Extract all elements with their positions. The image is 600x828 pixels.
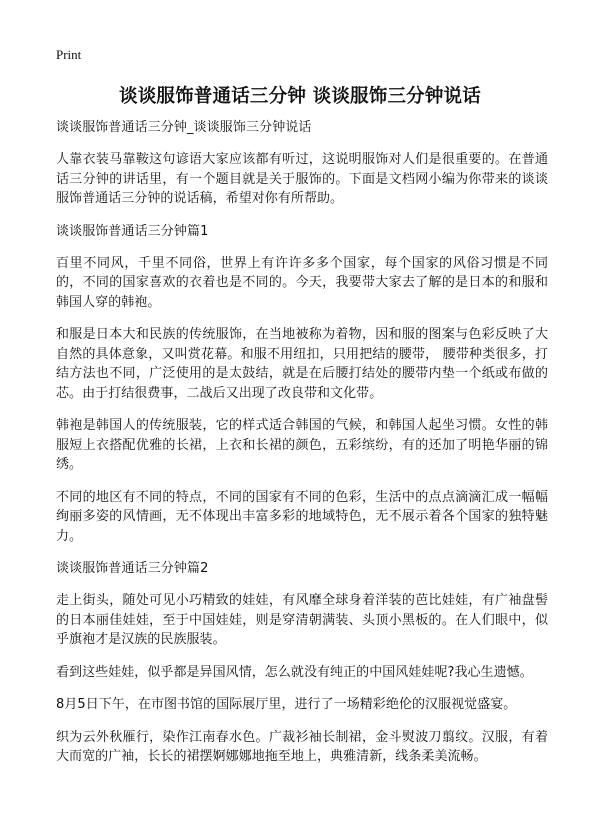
page-title: 谈谈服饰普通话三分钟 谈谈服饰三分钟说话 — [119, 86, 481, 107]
section-1-heading: 谈谈服饰普通话三分钟篇1 — [56, 223, 209, 239]
intro-paragraph: 人靠衣装马靠鞍这句谚语大家应该都有听过，这说明服饰对人们是很重要的。在普通话三分钟的讲话里，有一个题目就是关于服饰的。下面是文档网小编为你带来的谈谈服饰普通话三分钟的说话稿，希望对你有所帮助。 — [56, 152, 548, 206]
section-1-paragraph: 韩袍是韩国人的传统服装，它的样式适合韩国的气候，和韩国人起坐习惯。女性的韩服短上衣搭配优雅的长裙，上衣和长裙的颜色，五彩缤纷，有的还加了明艳华丽的锦绣。 — [56, 418, 548, 472]
section-2-paragraph: 走上街头，随处可见小巧精致的娃娃，有风靡全球身着洋装的芭比娃娃，有广袖盘髻的日本丽佳娃娃，至于中国娃娃，则是穿清朝满装、头顶小黑板的。在人们眼中，似乎旗袍才是汉族的民族服装。 — [56, 593, 548, 647]
section-2-paragraph: 织为云外秋雁行，染作江南春水色。广裁衫袖长制裙，金斗熨波刀翦纹。汉服，有着大而宽的广袖，长长的裙摆婀娜娜地拖至地上，典雅清新，线条柔美流畅。 — [56, 729, 548, 764]
print-link[interactable]: Print — [56, 47, 82, 62]
section-1-paragraph: 百里不同风，千里不同俗，世界上有许许多多个国家，每个国家的风俗习惯是不同的，不同的国家喜欢的衣着也是不同的。今天，我要带大家去了解的是日本的和服和韩国人穿的韩袍。 — [56, 255, 548, 310]
section-1-paragraph: 不同的地区有不同的特点，不同的国家有不同的色彩，生活中的点点滴滴汇成一幅幅绚丽多姿的风情画，无不体现出丰富多彩的地域特色，无不展示着各个国家的独特魅力。 — [56, 489, 548, 544]
section-2-heading: 谈谈服饰普通话三分钟篇2 — [56, 561, 209, 576]
section-2-paragraph: 看到这些娃娃，似乎都是异国风情，怎么就没有纯正的中国风娃娃呢?我心生遗憾。 — [56, 664, 533, 680]
section-1-paragraph: 和服是日本大和民族的传统服饰，在当地被称为着物，因和服的图案与色彩反映了大自然的具体意象，又叫赏花幕。和服不用纽扣，只用把结的腰带， 腰带种类很多，打结方法也不同，广泛使用的是太鼓结，就是在后腰打结处的腰带内垫一个纸或布做的芯。由于打结很费事，二战后又出现了改良带和文化带。 — [56, 327, 548, 401]
section-2-paragraph: 8月5日下午，在市图书馆的国际展厅里，进行了一场精彩绝伦的汉服视觉盛宴。 — [56, 697, 517, 712]
article-body — [56, 118, 548, 780]
article-subtitle: 谈谈服饰普通话三分钟_谈谈服饰三分钟说话 — [56, 120, 312, 135]
